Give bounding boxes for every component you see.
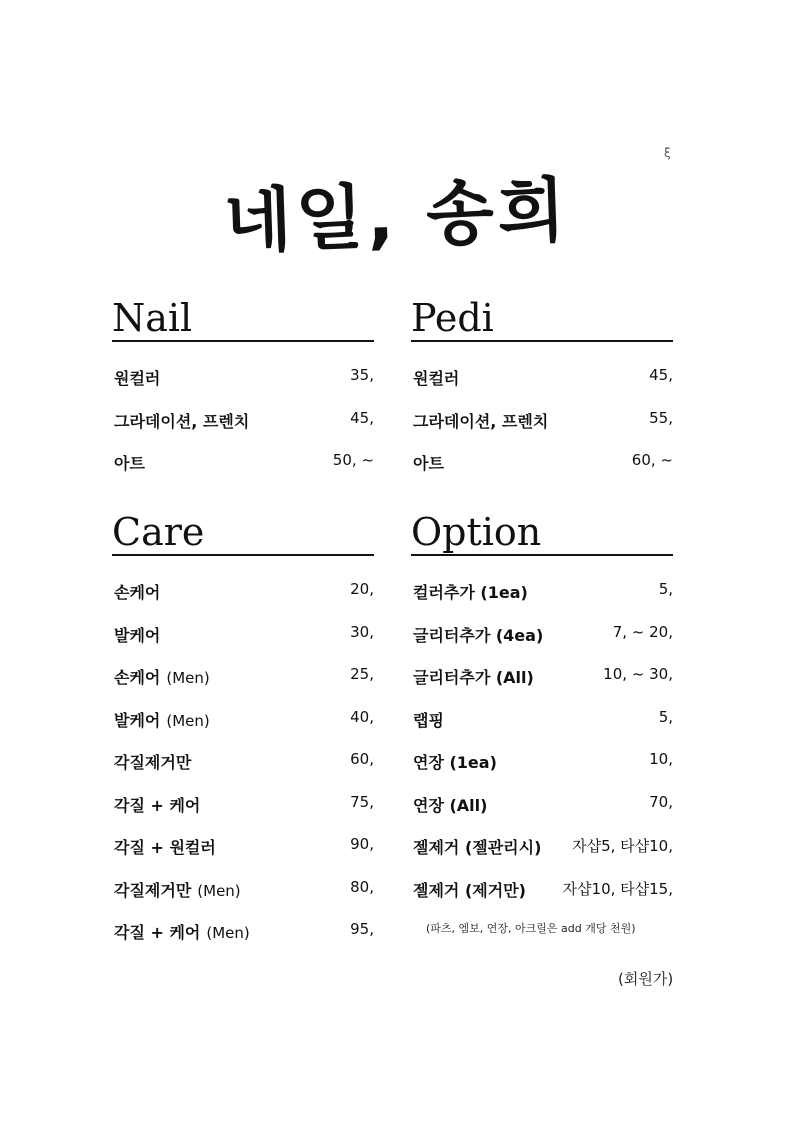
item-name-text: 글리터추가 (4ea) bbox=[413, 625, 544, 645]
pedi-price-list bbox=[411, 360, 673, 488]
item-name bbox=[114, 835, 216, 858]
item-price: 20, bbox=[350, 580, 374, 598]
price-row bbox=[411, 744, 673, 787]
price-row bbox=[411, 702, 673, 745]
item-name bbox=[114, 366, 160, 389]
item-price: 60, ~ bbox=[631, 451, 673, 469]
price-row bbox=[411, 872, 673, 915]
item-price: 40, bbox=[350, 707, 374, 726]
care-heading: Care bbox=[112, 510, 374, 556]
item-qualifier: (Men) bbox=[197, 881, 241, 900]
nail-heading: Nail bbox=[112, 296, 374, 342]
option-note: (파츠, 엠보, 연장, 아크릴은 add 개당 천원) bbox=[426, 922, 636, 935]
item-name-text: 그라데이션, 프렌치 bbox=[413, 411, 549, 431]
item-name bbox=[114, 878, 241, 901]
price-row bbox=[112, 914, 374, 957]
price-row bbox=[112, 787, 374, 830]
item-price: 70, bbox=[649, 792, 673, 811]
pedi-heading: Pedi bbox=[411, 296, 673, 342]
item-name-text: 랩핑 bbox=[413, 710, 444, 730]
item-price: 90, bbox=[350, 835, 374, 853]
item-name bbox=[413, 878, 526, 901]
item-price: 10, ~ 30, bbox=[603, 665, 673, 683]
item-name-text: 젤제거 (젤관리시) bbox=[413, 838, 542, 857]
page-title: 네일, 송희 bbox=[222, 168, 571, 264]
item-price: 35, bbox=[350, 366, 374, 384]
item-name-text: 그라데이션, 프렌치 bbox=[114, 411, 250, 431]
price-row bbox=[112, 659, 374, 702]
pedi-section bbox=[411, 296, 673, 488]
item-name-text: 원컬러 bbox=[413, 369, 460, 388]
price-row bbox=[112, 744, 374, 787]
item-name-text: 연장 (All) bbox=[413, 795, 488, 815]
item-name bbox=[413, 366, 459, 389]
item-name-text: 글리터추가 (All) bbox=[413, 668, 534, 687]
item-name-text: 연장 (1ea) bbox=[413, 753, 497, 772]
item-name bbox=[114, 580, 160, 603]
option-price-list bbox=[411, 574, 673, 914]
item-name bbox=[413, 451, 444, 474]
price-row bbox=[112, 702, 374, 745]
item-name bbox=[413, 409, 548, 432]
item-name-text: 컬러추가 (1ea) bbox=[413, 583, 528, 602]
care-section bbox=[112, 510, 374, 957]
item-name bbox=[114, 409, 249, 432]
price-row bbox=[112, 445, 374, 488]
item-name-text: 원컬러 bbox=[114, 369, 161, 388]
item-qualifier: (Men) bbox=[206, 924, 250, 942]
item-name-text: 각질제거만 bbox=[114, 753, 192, 772]
item-price: 자샵5, 타샵10, bbox=[572, 837, 673, 855]
item-name bbox=[114, 920, 250, 943]
item-price: 45, bbox=[649, 366, 673, 384]
item-price: 10, bbox=[649, 750, 673, 768]
nail-price-list bbox=[112, 360, 374, 488]
item-name bbox=[413, 623, 543, 646]
item-name bbox=[413, 793, 487, 816]
item-price: 45, bbox=[350, 408, 374, 427]
item-name bbox=[413, 708, 444, 731]
item-name bbox=[413, 835, 541, 858]
item-price: 55, bbox=[649, 408, 673, 427]
item-price: 30, bbox=[350, 622, 374, 641]
item-price: 50, ~ bbox=[332, 451, 374, 469]
item-price: 25, bbox=[350, 665, 374, 683]
price-row bbox=[112, 872, 374, 915]
item-name bbox=[114, 451, 145, 474]
item-price: 80, bbox=[350, 877, 374, 896]
option-section bbox=[411, 510, 673, 914]
price-row bbox=[411, 617, 673, 660]
price-row bbox=[112, 360, 374, 403]
item-price: 7, ~ 20, bbox=[612, 622, 673, 641]
item-name-text: 각질 + 케어 bbox=[114, 795, 201, 815]
price-row bbox=[411, 659, 673, 702]
item-name bbox=[413, 580, 528, 603]
item-name bbox=[114, 708, 210, 731]
item-name-text: 각질 + 케어 bbox=[114, 923, 201, 942]
item-price: 5, bbox=[658, 707, 673, 726]
care-price-list bbox=[112, 574, 374, 957]
item-name-text: 아트 bbox=[413, 454, 444, 473]
price-row bbox=[112, 403, 374, 446]
item-name bbox=[114, 623, 160, 646]
price-row bbox=[411, 403, 673, 446]
item-name bbox=[114, 793, 200, 816]
item-name bbox=[114, 665, 210, 688]
item-price: 자샵10, 타샵15, bbox=[562, 879, 673, 898]
item-name-text: 각질 + 원컬러 bbox=[114, 838, 216, 857]
nail-section bbox=[112, 296, 374, 488]
item-price: 95, bbox=[350, 920, 374, 938]
item-name-text: 발케어 bbox=[114, 625, 161, 645]
item-qualifier: (Men) bbox=[166, 669, 210, 687]
item-name bbox=[114, 750, 191, 773]
item-price: 75, bbox=[350, 792, 374, 811]
price-row bbox=[112, 617, 374, 660]
member-price-label: (회원가) bbox=[618, 970, 674, 988]
price-row bbox=[411, 829, 673, 872]
price-row bbox=[112, 574, 374, 617]
item-qualifier: (Men) bbox=[166, 711, 210, 730]
item-name-text: 발케어 bbox=[114, 710, 161, 730]
price-row bbox=[411, 787, 673, 830]
price-row bbox=[411, 445, 673, 488]
corner-mark: ξ bbox=[664, 146, 671, 160]
item-name-text: 젤제거 (제거만) bbox=[413, 880, 526, 900]
item-name bbox=[413, 750, 497, 773]
price-row bbox=[112, 829, 374, 872]
option-heading: Option bbox=[411, 510, 673, 556]
item-price: 60, bbox=[350, 750, 374, 768]
item-name-text: 손케어 bbox=[114, 668, 161, 687]
price-row bbox=[411, 360, 673, 403]
item-name-text: 각질제거만 bbox=[114, 880, 192, 900]
item-price: 5, bbox=[658, 580, 673, 598]
item-name bbox=[413, 665, 534, 688]
item-name-text: 아트 bbox=[114, 454, 145, 473]
item-name-text: 손케어 bbox=[114, 583, 161, 602]
price-row bbox=[411, 574, 673, 617]
